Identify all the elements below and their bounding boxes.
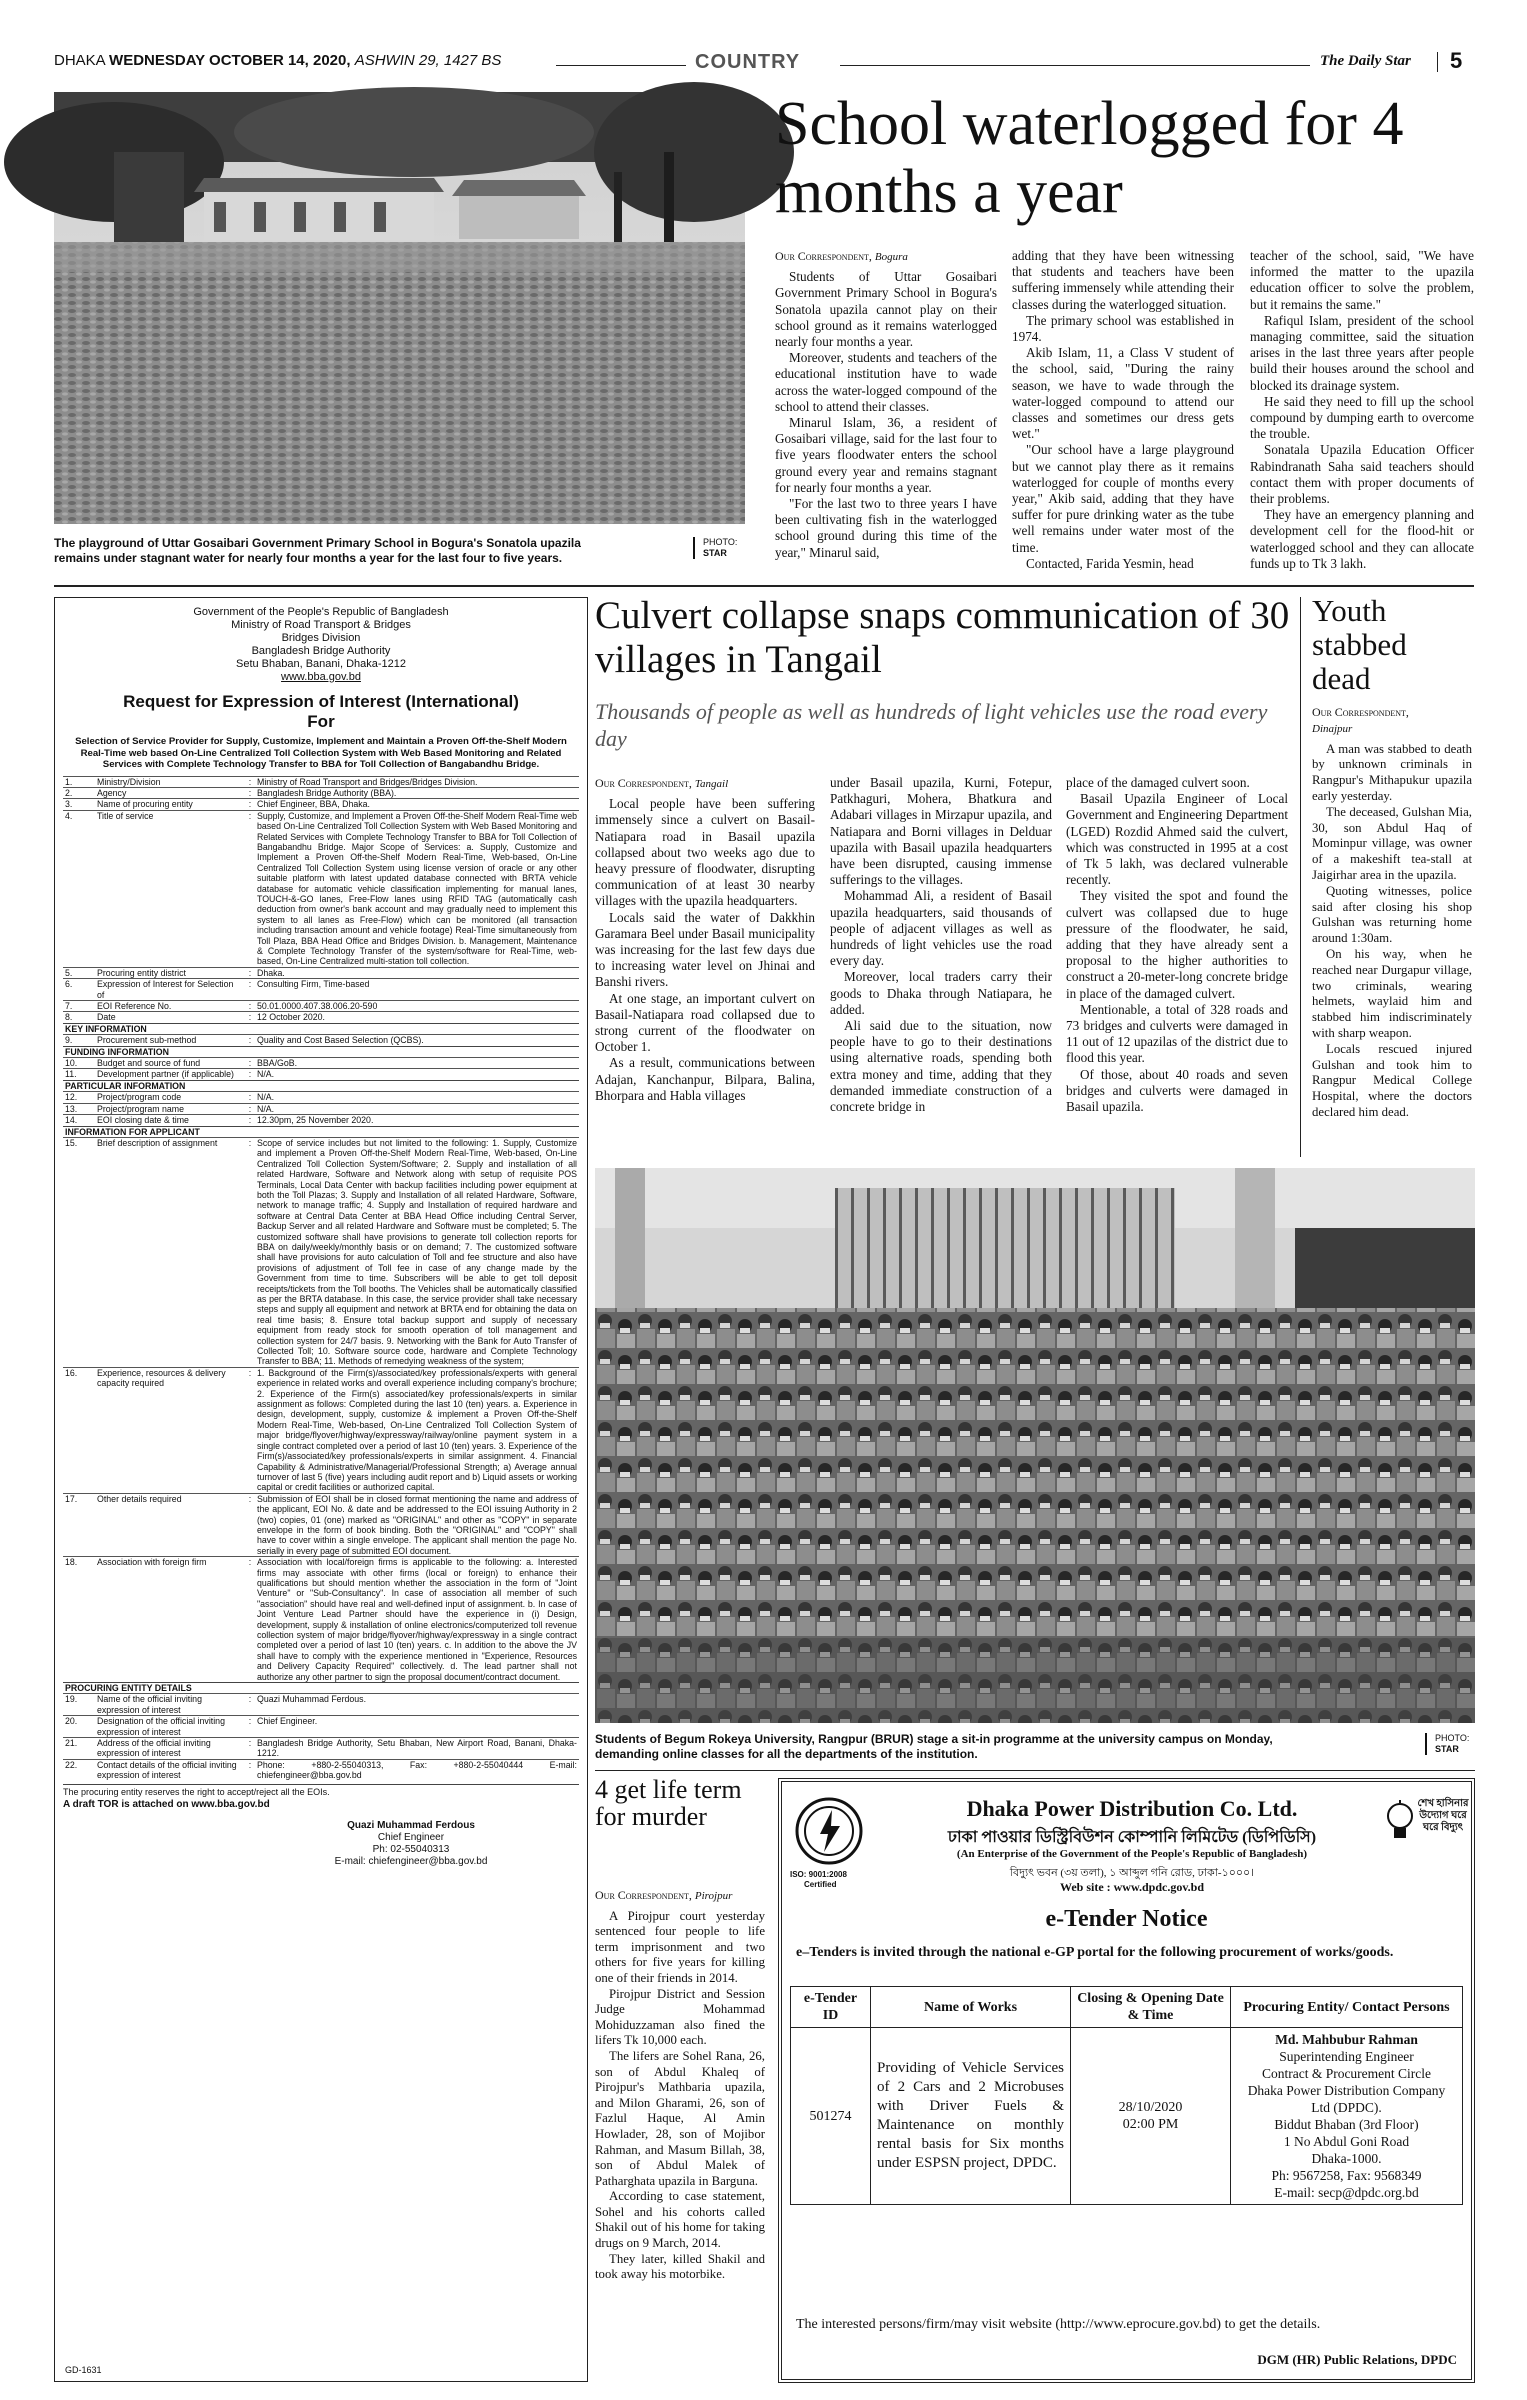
contact-line: 1 No Abdul Goni Road <box>1283 2134 1410 2149</box>
table-row <box>63 1012 579 1023</box>
dpdc-enterprise-line: (An Enterprise of the Government of the People's Republic of Bangladesh) <box>956 1848 1308 1860</box>
tender-date: 28/10/2020 <box>1118 2100 1183 2115</box>
story3-paragraph: The deceased, Gulshan Mia, 30, son Abdul Haq of Mominpur village, was owner of a makeshift tea-stall at Jaigirhar area in the upazila. <box>1312 804 1472 882</box>
ad-authority-line: Bangladesh Bridge Authority <box>251 645 391 657</box>
story2-paragraph: Locals said the water of Dakkhin Garamara Beel under Basail municipality was increasing for the last few days due to increasing water level on Jhinai and Banshi rivers. <box>595 909 815 990</box>
row-value: Phone: +880-2-55040313, Fax: +880-2-55040444 E-mail: chiefengineer@bba.gov.bd <box>257 1759 577 1781</box>
row-colon: : <box>245 776 255 787</box>
bba-eoi-advertisement <box>54 597 588 2382</box>
story1-paragraph: "For the last two to three years I have been cultivating fish in the waterlogged school ground during this time of the year," Minarul said, <box>775 496 997 560</box>
story1-paragraph: Moreover, students and teachers of the educational institution have to wade across the water-logged compound of the school to attend their classes. <box>775 350 997 414</box>
row-colon: : <box>245 810 255 967</box>
row-colon: : <box>245 1759 255 1780</box>
story1-paragraph: "Our school have a large playground but we cannot play there as it remains waterlogged for couple of months every year," Akib said, adding that they have suffer for pure drinking water as the tube well remains under water most of the time. <box>1012 442 1234 555</box>
section-label: PROCURING ENTITY DETAILS <box>63 1683 579 1694</box>
dateline-date: WEDNESDAY OCTOBER 14, 2020, <box>109 52 351 69</box>
story2-paragraph: They visited the spot and found the culvert was collapsed due to huge pressure of the floodwater, he said, adding that they have already sent a proposal to the higher authorities to construct a 20-meter-long concrete bridge in place of the damaged culvert. <box>1066 888 1288 1001</box>
table-row <box>63 1092 579 1103</box>
brur-photo-credit <box>1425 1733 1469 1755</box>
table-section-header <box>63 1683 579 1694</box>
row-label: Development partner (if applicable) <box>95 1069 245 1080</box>
dpdc-slogan-bangla: শেখ হাসিনার উদ্যোগ ঘরে ঘরে বিদ্যুৎ <box>1417 1798 1469 1833</box>
row-colon: : <box>245 799 255 810</box>
table-section-header <box>63 1023 579 1034</box>
col-header-works: Name of Works <box>871 1987 1071 2028</box>
row-number: 14. <box>63 1115 95 1126</box>
row-label: Name of procuring entity <box>95 799 245 810</box>
contact-email: E-mail: secp@dpdc.org.bd <box>1274 2185 1419 2200</box>
table-row <box>63 967 579 978</box>
row-label: Expression of Interest for Selection of <box>95 979 245 1001</box>
row-label: Ministry/Division <box>95 776 245 787</box>
table-row <box>63 1493 579 1556</box>
tender-intro: e–Tenders is invited through the national e-GP portal for the following procurement of works/goods. <box>796 1945 1394 1960</box>
row-number: 19. <box>63 1694 95 1716</box>
story1-paragraph: Rafiqul Islam, president of the school managing committee, said the situation arises in the last three years after people build their houses around the school and blocked its drainage system. <box>1250 312 1474 393</box>
row-label: Experience, resources & delivery capacity required <box>95 1367 245 1493</box>
row-number: 10. <box>63 1058 95 1069</box>
row-value: Bangladesh Bridge Authority (BBA). <box>255 787 579 798</box>
row-colon: : <box>245 1058 255 1069</box>
ad-subtitle: Selection of Service Provider for Supply, Customize, Implement and Maintain a Proven Off-the-Shelf Modern Real-Time web based On-Line Centralized Toll Collection System with Web Based Monitoring and Related Services with Complete Technology Transfer to BBA for Toll Collection of Bangabandhu Bridge. <box>75 736 567 770</box>
brur-sit-in-photo <box>595 1168 1475 1723</box>
row-number: 3. <box>63 799 95 810</box>
story1-paragraph: Minarul Islam, 36, a resident of Gosaibari village, said for the last four to five years floodwater enters the school ground every year and remains stagnant for nearly four months a year. <box>775 415 997 495</box>
row-colon: : <box>245 787 255 798</box>
story2-paragraph: Local people have been suffering immensely since a culvert on Basail-Natiapara road in Basail upazila collapsed about two weeks ago due to heavy pressure of floodwater, disrupting communication of at least 30 nearby villages with the upazila headquarters. <box>595 796 815 909</box>
table-section-header <box>63 1080 579 1091</box>
dateline-city: DHAKA <box>54 52 105 69</box>
tender-works: Providing of Vehicle Services of 2 Cars and 2 Microbuses with Driver Fuels & Maintenance on monthly rental basis for Six months under ESPSN project, DPDC. <box>871 2028 1071 2205</box>
school-playground-image <box>54 92 745 524</box>
story1-paragraph: adding that they have been witnessing that students and teachers have been suffering immensely while attending their classes during the waterlogged situation. <box>1012 248 1234 312</box>
row-label: Project/program name <box>95 1103 245 1114</box>
row-value: Quality and Cost Based Selection (QCBS). <box>255 1035 579 1046</box>
row-colon: : <box>245 1716 255 1738</box>
table-row <box>63 1694 579 1716</box>
row-value: Chief Engineer, BBA, Dhaka. <box>255 799 579 810</box>
row-number: 7. <box>63 1001 95 1012</box>
row-value: N/A. <box>255 1069 579 1080</box>
row-number: 9. <box>63 1035 95 1046</box>
page-number: 5 <box>1450 48 1463 73</box>
ad-division-line: Bridges Division <box>281 632 361 644</box>
row-value: Chief Engineer. <box>255 1716 579 1738</box>
row-colon: : <box>245 1694 255 1716</box>
row-label: Date <box>95 1012 245 1023</box>
section-divider <box>595 1770 1475 1771</box>
story3-paragraph: On his way, when he reached near Durgapur village, two criminals, wearing helmets, waylaid him and stabbed him indiscriminately with sharp weapon. <box>1312 946 1472 1040</box>
story2-subhead: Thousands of people as well as hundreds of light vehicles use the road every day <box>595 699 1268 751</box>
story1-headline: School waterlogged for 4 months a year <box>775 90 1404 226</box>
dpdc-tender-advertisement <box>778 1778 1475 2383</box>
row-colon: : <box>245 1035 255 1046</box>
story2-paragraph: At one stage, an important culvert on Basail-Natiapara road collapsed due to strong current of the floodwater on October 1. <box>595 990 815 1055</box>
story4-byline: Our Correspondent, Pirojpur <box>595 1888 733 1902</box>
table-row <box>63 1738 579 1760</box>
iso-label: ISO: 9001:2008 <box>790 1870 847 1879</box>
section-label: KEY INFORMATION <box>63 1023 579 1034</box>
row-value: Scope of service includes but not limited to the following: 1. Supply, Customize and implement a Proven Off-the-Shelf Modern Real-Time, Web-based, On-Line Centralized Toll Collection System/Software; 2. Supply and installation of all related Hardware, Software and Network along with setup of requisite POS Terminals, Local Data Center with backup facilities including power equipment at both the Toll Plazas; 3. Supply and Installation of all related Hardware, Software, network to manage traffic; 4. Supply and Installation of required hardware and software at Central Data Center at BBA Head Office including Central Server, Backup Server and all related Hardware and Software must be completed; 5. The customized software shall have provisions to generate toll collection reports for BBA on daily/weekly/monthly basis or on demand; 7. The customized software shall have provisions for auto calculation of Toll and fee structure and also have provisions of adjustment of Toll fee in case of any change made by the Government from time to time. Subscribers will be able to get toll deposit receipts/tickets from the Toll booths. The Vehicles shall be automatically classified as per the BRTA database. In this case, the service provider shall take necessary steps and supply all equipment and network at BRTA end for obtaining the data on real time basis; 8. Ensure total backup support and supply of necessary equipment from ready stock for smooth operation of toll management and collection system for 24/7 basis. 9. Networking with the Bank for Auto Transfer of Collected Toll; 10. Software source code, hardware and Complete Technology Transfer to BBA; 11. Methods of remedying weakness of the system; <box>257 1137 577 1367</box>
dpdc-address-bangla: বিদ্যুৎ ভবন (৩য় তলা), ১ আব্দুল গনি রোড, ঢাকা-১০০০। <box>1009 1867 1255 1879</box>
row-number: 5. <box>63 967 95 978</box>
row-value: Bangladesh Bridge Authority, Setu Bhaban, New Airport Road, Banani, Dhaka-1212. <box>257 1738 577 1759</box>
row-label: Other details required <box>95 1493 245 1556</box>
row-colon: : <box>245 1557 255 1683</box>
story1-byline: Our Correspondent, Bogura <box>775 249 908 263</box>
photo-credit-label: PHOTO: <box>703 537 738 547</box>
tender-table-header <box>791 1987 1463 2028</box>
col-header-id: e-Tender ID <box>791 1987 871 2028</box>
table-row <box>63 1035 579 1046</box>
story3-paragraph: Quoting witnesses, police said after closing his shop Gulshan was returning home around 1:30am. <box>1312 883 1472 946</box>
ad-sign-email: E-mail: chiefengineer@bba.gov.bd <box>334 1855 488 1867</box>
row-number: 16. <box>63 1367 95 1493</box>
row-value: Quazi Muhammad Ferdous. <box>255 1694 579 1716</box>
table-row <box>63 1069 579 1080</box>
dateline <box>54 52 501 69</box>
story2-paragraph: Mohammad Ali, a resident of Basail upazila headquarters, said thousands of people of adjacent villages as well as hundreds of light vehicles use the road every day. <box>830 888 1052 969</box>
ad-title: Request for Expression of Interest (International) <box>123 692 519 711</box>
row-label: Brief description of assignment <box>95 1137 245 1367</box>
row-label: Agency <box>95 787 245 798</box>
contact-line: Ph: 9567258, Fax: 9568349 <box>1271 2168 1422 2183</box>
section-label: INFORMATION FOR APPLICANT <box>63 1126 579 1137</box>
story2-col2 <box>830 775 1052 1160</box>
brur-sit-in-image <box>595 1168 1475 1723</box>
tender-notice-title: e-Tender Notice <box>1045 1906 1208 1932</box>
section-label: FUNDING INFORMATION <box>63 1046 579 1057</box>
ad-website-link[interactable]: www.bba.gov.bd <box>281 671 361 683</box>
school-photo-caption: The playground of Uttar Gosaibari Government Primary School in Bogura's Sonatola upazila remains under stagnant water for nearly four months a year for the last four to five years. <box>54 536 581 565</box>
row-label: Project/program code <box>95 1092 245 1103</box>
ad-address-line: Setu Bhaban, Banani, Dhaka-1212 <box>235 658 407 670</box>
row-label: EOI closing date & time <box>95 1115 245 1126</box>
row-label: Contact details of the official inviting expression of interest <box>95 1759 245 1780</box>
brur-photo-caption: Students of Begum Rokeya University, Rangpur (BRUR) stage a sit-in programme at the university campus on Monday, demanding online classes for all the departments of the institution. <box>595 1732 1273 1761</box>
tender-footer: The interested persons/firm/may visit website (http://www.eprocure.gov.bd) to get the details. <box>796 2317 1321 2332</box>
story3-paragraph: Locals rescued injured Gulshan and took him to Rangpur Medical College Hospital, where the doctors declared him dead. <box>1312 1041 1472 1119</box>
row-number: 15. <box>63 1137 95 1367</box>
dpdc-company-bangla: ঢাকা পাওয়ার ডিস্ট্রিবিউশন কোম্পানি লিমিটেড (ডিপিডিসি) <box>947 1829 1317 1846</box>
row-label: Name of the official inviting expression of interest <box>95 1694 245 1716</box>
row-number: 1. <box>63 776 95 787</box>
story1-paragraph: teacher of the school, said, "We have informed the matter to the upazila education officer to solve the problem, but it remains the same." <box>1250 248 1474 312</box>
table-row <box>63 810 579 967</box>
row-value: 1. Background of the Firm(s)/associated/key professionals/experts with general experience in related works and overall experience including company's brochure; 2. Experience of the Firm(s) associated/key professionals/experts in similar assignment as follows: Completed during the last 10 (ten) years. a. Experience in design, development, supply, customize & implement a Proven Off-the-Shelf Modern Real-Time, Web-based, On-Line Centralized Toll Collection System of major bridge/flyover/highway/expressway/railway/online payment system in a single contract completed over a period of last 10 (ten) years. 3. Experience of the Firm(s)/associated/key professionals/experts in similar assignment. 4. Financial Capability & Administrative/Managerial/Professional Strength; a) Average annual turnover of last 5 (five) years including audit report and b) Liquid assets or working capital or credit facilities or authorized capital. <box>257 1367 577 1493</box>
contact-line: Biddut Bhaban (3rd Floor) <box>1274 2117 1419 2132</box>
dateline-bangla-date: ASHWIN 29, 1427 BS <box>354 52 502 69</box>
ad-sign-phone: Ph: 02-55040313 <box>372 1843 450 1855</box>
story1-paragraph: The primary school was established in 1974. <box>1012 312 1234 345</box>
row-value: 50.01.0000.407.38.006.20-590 <box>255 1001 579 1012</box>
table-row <box>63 776 579 787</box>
story2-paragraph: As a result, communications between Adajan, Kanchanpur, Bilpara, Balina, Bhorpara and Habla villages <box>595 1055 815 1103</box>
masthead-rule-right <box>840 65 1310 66</box>
school-photo-credit <box>693 537 737 559</box>
row-value: Consulting Firm, Time-based <box>255 979 579 1001</box>
table-row <box>63 1367 579 1493</box>
row-label: Procuring entity district <box>95 967 245 978</box>
ad-eoi-table <box>63 776 579 1781</box>
row-value: Supply, Customize, and Implement a Proven Off-the-Shelf Modern Real-Time web based On-Line Centralized Toll Collection System with Web Based Monitoring and Related Services with Complete Technology Transfer to BBA for Toll Collection of Bangabandhu Bridge. Major Scope of Services: a. Supply, Customize and Implement a Proven Off-the-Shelf Modern Real-Time, Web-based, On-Line Centralized Toll Collection System using license version of oracle or any other suitable platform with latest updated database connected with BRTA vehicle database for automatic vehicle classification implementing for manual lanes, TOUCH-&-GO lanes, Free-Flow lanes using RFID TAG (automatically cash deduction from owner's bank account and may gradually need to implement this system to all lanes as Free-Flow) which can be monitored (all transaction including transaction amount and vehicle footage) Real-Time simultaneously from Toll Plaza, BBA Head Office and Bridges Division. b. Management, Maintenance & Complete Technology Transfer of the system/software for Real-Time, web-based, On-Line Centralized multi-station toll collection. <box>257 810 577 967</box>
row-number: 18. <box>63 1557 95 1683</box>
story2-byline: Our Correspondent, Tangail <box>595 776 729 790</box>
ad-sign-name: Quazi Muhammad Ferdous <box>347 1819 475 1831</box>
ad-signature <box>243 1820 579 1868</box>
row-colon: : <box>245 967 255 978</box>
row-number: 22. <box>63 1759 95 1780</box>
ad-title-for: For <box>307 712 335 731</box>
story2-col1 <box>595 775 815 1160</box>
dpdc-website[interactable]: Web site : www.dpdc.gov.bd <box>1059 1880 1205 1894</box>
ad-code: GD-1631 <box>65 2365 102 2375</box>
photo-credit-source: STAR <box>1435 1744 1459 1754</box>
story1-col2 <box>1012 248 1234 571</box>
story2-headline: Culvert collapse snaps communication of 30 villages in Tangail <box>595 594 1290 681</box>
row-value: BBA/GoB. <box>255 1058 579 1069</box>
table-row <box>63 1557 579 1683</box>
contact-line: Dhaka Power Distribution Company Ltd (DPDC). <box>1247 2083 1446 2115</box>
tender-id: 501274 <box>791 2028 871 2205</box>
row-value: 12.30pm, 25 November 2020. <box>255 1115 579 1126</box>
row-number: 11. <box>63 1069 95 1080</box>
table-row <box>63 1115 579 1126</box>
row-value: Dhaka. <box>255 967 579 978</box>
row-colon: : <box>245 1115 255 1126</box>
col-header-contact: Procuring Entity/ Contact Persons <box>1231 1987 1463 2028</box>
contact-line: Dhaka-1000. <box>1311 2151 1382 2166</box>
story1-paragraph: Contacted, Farida Yesmin, head <box>1026 555 1194 571</box>
ad-sign-title: Chief Engineer <box>377 1831 445 1843</box>
ad-footer-note: The procuring entity reserves the right to accept/reject all the EOIs. <box>63 1784 579 1797</box>
story2-col3 <box>1066 775 1288 1160</box>
story1-paragraph: They have an emergency planning and development cell for the flood-hit or waterlogged school and they can allocate funds up to Tk 3 lakh. <box>1250 507 1474 571</box>
row-number: 2. <box>63 787 95 798</box>
row-number: 8. <box>63 1012 95 1023</box>
story2-paragraph: under Basail upazila, Kurni, Fotepur, Patkhaguri, Mohera, Bhatkura and Adabari villages in Mirzapur upazila, and Natiapara and Borni villages in Delduar upazila with Basail upazila headquarters have been disrupted, causing immense sufferings to the villages. <box>830 775 1052 888</box>
story4-paragraph: Pirojpur District and Session Judge Mohammad Mohiduzzaman also fined the lifers Tk 10,000 each. <box>595 1986 765 2048</box>
row-colon: : <box>245 1001 255 1012</box>
photo-credit-source: STAR <box>703 548 727 558</box>
table-row <box>63 1137 579 1367</box>
story4-paragraph: They later, killed Shakil and took away his motorbike. <box>595 2251 765 2282</box>
contact-line: Contract & Procurement Circle <box>1261 2066 1432 2081</box>
row-value: 12 October 2020. <box>255 1012 579 1023</box>
table-row <box>63 1103 579 1114</box>
table-section-header <box>63 1046 579 1057</box>
row-label: Designation of the official inviting expression of interest <box>95 1716 245 1738</box>
lightbulb-icon <box>1385 1800 1415 1850</box>
paper-name: The Daily Star <box>1320 53 1411 69</box>
story2-paragraph: Mentionable, a total of 328 roads and 73 bridges and culverts were damaged in 11 out of 12 upazilas of the district due to flood this year. <box>1066 1001 1288 1066</box>
photo-credit-label: PHOTO: <box>1435 1733 1470 1743</box>
row-label: Association with foreign firm <box>95 1557 245 1683</box>
table-row <box>63 979 579 1001</box>
story4-paragraph: A Pirojpur court yesterday sentenced four people to life term imprisonment and two others for five years for killing one of their friends in 2014. <box>595 1908 765 1985</box>
row-value: Submission of EOI shall be in closed format mentioning the name and address of the applicant, EOI No. & date and be addressed to the EOI issuing Authority in 2 (two) copies, 01 (one) marked as "ORIGINAL" and other as "COPY" in separate envelope in the form of book binding. Both the "ORIGINAL" and "COPY" shall have to cover within a single envelope. The applicant shall mention the page No. serially in every page of submitted EOI document. <box>257 1493 577 1556</box>
row-number: 4. <box>63 810 95 967</box>
story3-byline: Our Correspondent, Dinajpur <box>1312 705 1409 735</box>
row-colon: : <box>245 1493 255 1556</box>
row-colon: : <box>245 979 255 1001</box>
story1-paragraph: Sonatala Upazila Education Officer Rabindranath Saha said teachers should contact them with proper documents of their problems. <box>1250 442 1474 507</box>
story1-paragraph: Students of Uttar Gosaibari Government Primary School in Bogura's Sonatola upazila cannot play on their school ground as it remains waterlogged nearly four months a year. <box>775 269 997 350</box>
tender-table <box>790 1986 1463 2205</box>
story4-paragraph: The lifers are Sohel Rana, 26, son of Abdul Khaleq of Pirojpur's Mathbaria upazila, and Milon Gharami, 26, son of Fazlul Haque, Al Amin Howlader, 28, son of Mojibor Rahman, and Masum Billah, 38, son of Abdul Malek of Patharghata upazila in Barguna. <box>595 2048 765 2188</box>
story1-col1 <box>775 248 997 558</box>
section-divider <box>54 585 1474 587</box>
row-value: N/A. <box>255 1092 579 1103</box>
dpdc-company-name: Dhaka Power Distribution Co. Ltd. <box>966 1796 1298 1821</box>
table-row <box>63 1058 579 1069</box>
table-row <box>63 1001 579 1012</box>
story1-paragraph: He said they need to fill up the school compound by dumping earth to overcome the trouble. <box>1250 393 1474 442</box>
story1-col3 <box>1250 248 1474 571</box>
tender-contact-cell <box>1231 2028 1463 2205</box>
table-row <box>63 1716 579 1738</box>
row-value: Association with local/foreign firms is applicable to the following: a. Interested firms may associate with other firms (local or foreign) to enhance their qualifications but should mention whether the association in the form of "Joint Venture" or "Sub-Consultancy". In case of association all member of such "association" should have real and well-defined input of assignment. b. In case of Joint Venture Lead Partner should have the experience in (i) Design, development, supply & installation of online electronics/computerized toll revenue collection system of major bridge/flyover/highway/expressway in a single contract completed over a period of last 10 (ten) years. c. In addition to the above the JV shall have to comply with the experience mentioned in "Experience, Resources and Delivery Capacity Required" collectively. d. The lead partner shall not authorize any other partner to sign the proposal document/contract document. <box>257 1557 577 1682</box>
story4-paragraph: According to case statement, Sohel and his cohorts called Shakil out of his home for taking drugs on 9 March, 2014. <box>595 2189 765 2251</box>
row-label: Title of service <box>95 810 245 967</box>
section-name: COUNTRY <box>695 51 801 73</box>
row-number: 20. <box>63 1716 95 1738</box>
table-section-header <box>63 1126 579 1137</box>
school-playground-photo <box>54 92 745 524</box>
table-row <box>791 2028 1463 2205</box>
section-label: PARTICULAR INFORMATION <box>63 1080 579 1091</box>
tender-date-cell <box>1071 2028 1231 2205</box>
col-header-date: Closing & Opening Date & Time <box>1071 1987 1231 2028</box>
table-row <box>63 787 579 798</box>
row-value: N/A. <box>255 1103 579 1114</box>
ad-footer-tor: A draft TOR is attached on www.bba.gov.bd <box>63 1798 270 1810</box>
tender-signature: DGM (HR) Public Relations, DPDC <box>1257 2352 1457 2367</box>
story2-paragraph: Ali said due to the situation, now people have to go to their destinations using alternative roads, spending both extra money and time, adding that they demanded immediate construction of a concrete bridge in <box>830 1018 1052 1115</box>
story2-paragraph: Basail Upazila Engineer of Local Government and Engineering Department (LGED) Rozdid Ahmed said the culvert, which was constructed in 1995 at a cost of Tk 5 lakh, was declared vulnerable recently. <box>1066 791 1288 888</box>
story4-headline: 4 get life term for murder <box>595 1775 742 1831</box>
row-label: EOI Reference No. <box>95 1001 245 1012</box>
row-number: 13. <box>63 1103 95 1114</box>
story3-headline: Youth stabbed dead <box>1312 593 1407 696</box>
ad-ministry-line: Ministry of Road Transport & Bridges <box>231 619 411 631</box>
row-number: 12. <box>63 1092 95 1103</box>
row-colon: : <box>245 1012 255 1023</box>
table-row <box>63 799 579 810</box>
row-value: Ministry of Road Transport and Bridges/Bridges Division. <box>255 776 579 787</box>
story2-paragraph: place of the damaged culvert soon. <box>1066 775 1250 790</box>
column-divider <box>1300 597 1301 1157</box>
row-label: Address of the official inviting expression of interest <box>95 1738 245 1760</box>
row-number: 17. <box>63 1493 95 1556</box>
contact-name: Md. Mahbubur Rahman <box>1275 2032 1418 2047</box>
story4-body <box>595 1888 765 2383</box>
ad-govt-line: Government of the People's Republic of Bangladesh <box>193 606 449 618</box>
masthead-divider <box>1437 52 1438 72</box>
row-colon: : <box>245 1367 255 1493</box>
story3-paragraph: A man was stabbed to death by unknown criminals in Rangpur's Mithapukur upazila early yesterday. <box>1312 741 1472 803</box>
iso-certified: Certified <box>804 1880 837 1889</box>
row-colon: : <box>245 1092 255 1103</box>
row-number: 21. <box>63 1738 95 1760</box>
story2-paragraph: Of those, about 40 roads and seven bridges and culverts were damaged in Basail upazila. <box>1066 1066 1288 1115</box>
tender-time: 02:00 PM <box>1122 2117 1179 2132</box>
row-number: 6. <box>63 979 95 1001</box>
contact-line: Superintending Engineer <box>1279 2049 1414 2064</box>
story1-paragraph: Akib Islam, 11, a Class V student of the school, said, "During the rainy season, we have to wade through the water-logged compound to attend our classes and sometimes our dress gets wet." <box>1012 345 1234 442</box>
row-colon: : <box>245 1738 255 1760</box>
row-label: Procurement sub-method <box>95 1035 245 1046</box>
story2-paragraph: Moreover, local traders carry their goods to Dhaka through Natiapara, he added. <box>830 969 1052 1017</box>
story3-body <box>1312 705 1472 1160</box>
row-colon: : <box>245 1137 255 1367</box>
table-row <box>63 1759 579 1780</box>
row-colon: : <box>245 1069 255 1080</box>
masthead-rule-left <box>556 65 686 66</box>
dpdc-logo-icon <box>794 1796 864 1866</box>
row-colon: : <box>245 1103 255 1114</box>
row-label: Budget and source of fund <box>95 1058 245 1069</box>
